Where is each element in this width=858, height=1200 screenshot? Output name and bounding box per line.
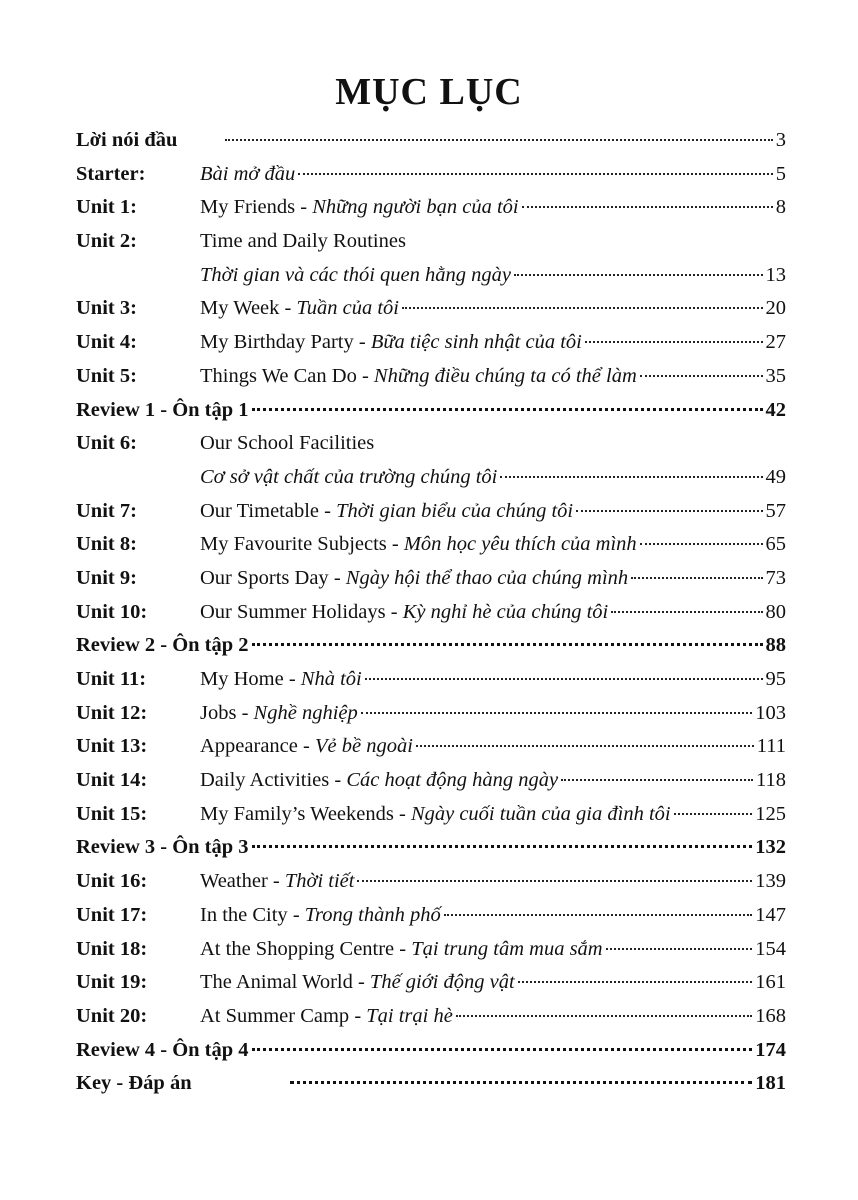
toc-entry xyxy=(200,1000,786,1034)
dot-leader xyxy=(611,611,762,613)
dot-leader xyxy=(298,173,773,175)
page-number: 168 xyxy=(755,1004,786,1027)
dot-leader xyxy=(252,1048,753,1051)
toc-row-unit xyxy=(76,1000,786,1034)
toc-entry xyxy=(200,764,786,798)
dot-leader xyxy=(416,745,754,747)
english-title: The Animal World xyxy=(200,971,353,994)
english-title: Things We Can Do xyxy=(200,364,357,387)
toc-row-unit xyxy=(76,326,786,360)
page-number: 57 xyxy=(765,499,786,522)
toc-entry xyxy=(76,394,786,428)
dot-leader xyxy=(252,408,763,411)
english-title: Daily Activities xyxy=(200,769,330,792)
toc-row-unit xyxy=(76,899,786,933)
toc-label: Unit 7: xyxy=(76,499,137,522)
toc-row-unit xyxy=(76,225,786,259)
title-separator: - xyxy=(394,937,412,960)
title-separator: - xyxy=(349,1004,367,1027)
toc-label: Unit 18: xyxy=(76,937,148,960)
vietnamese-title: Cơ sở vật chất của trường chúng tôi xyxy=(200,465,498,488)
vietnamese-title: Trong thành phố xyxy=(304,903,441,926)
dot-leader xyxy=(444,914,753,916)
toc-label: Unit 1: xyxy=(76,196,137,219)
vietnamese-title: Nghề nghiệp xyxy=(253,701,358,724)
toc-row-unit xyxy=(76,730,786,764)
toc-entry xyxy=(76,1034,786,1068)
title-separator: - xyxy=(393,802,411,825)
table-of-contents xyxy=(76,124,786,1101)
toc-row-unit xyxy=(76,663,786,697)
vietnamese-title: Thời tiết xyxy=(284,870,355,893)
title-separator: - xyxy=(267,870,285,893)
toc-row-key xyxy=(76,1067,786,1101)
page-number: 125 xyxy=(755,802,786,825)
review-title: Review 4 - Ôn tập 4 xyxy=(76,1038,249,1061)
dot-leader xyxy=(365,678,763,680)
english-title: My Friends xyxy=(200,196,296,219)
toc-row-unit-continued xyxy=(76,259,786,293)
toc-entry xyxy=(200,158,786,192)
toc-entry xyxy=(200,798,786,832)
vietnamese-title: Tại trại hè xyxy=(366,1004,453,1027)
toc-label: Unit 6: xyxy=(76,432,137,455)
english-title: Appearance xyxy=(200,735,298,758)
page-number: 147 xyxy=(755,903,786,926)
english-title: At Summer Camp xyxy=(200,1004,350,1027)
toc-row-unit xyxy=(76,764,786,798)
toc-row-unit xyxy=(76,966,786,1000)
title-separator: - xyxy=(328,566,346,589)
toc-entry xyxy=(200,225,786,259)
dot-leader xyxy=(585,341,763,343)
dot-leader xyxy=(561,779,753,781)
title-separator: - xyxy=(279,297,297,320)
toc-entry xyxy=(200,495,786,529)
toc-entry xyxy=(200,730,786,764)
toc-entry xyxy=(200,461,786,495)
vietnamese-title: Các hoạt động hàng ngày xyxy=(346,769,559,792)
vietnamese-title: Thời gian và các thói quen hằng ngày xyxy=(200,263,511,286)
toc-label: Unit 2: xyxy=(76,230,137,253)
dot-leader xyxy=(252,643,763,646)
dot-leader xyxy=(500,476,762,478)
toc-row-unit xyxy=(76,292,786,326)
review-title: Review 3 - Ôn tập 3 xyxy=(76,836,249,859)
toc-row-unit xyxy=(76,933,786,967)
english-title: In the City xyxy=(200,903,288,926)
title-separator: - xyxy=(283,668,301,690)
vietnamese-title: Môn học yêu thích của mình xyxy=(403,533,637,556)
english-title: My Home xyxy=(200,668,284,690)
title-separator: - xyxy=(297,735,315,758)
page-number: 132 xyxy=(755,836,786,859)
dot-leader xyxy=(674,813,753,815)
toc-entry xyxy=(200,663,786,697)
toc-label: Unit 3: xyxy=(76,297,137,320)
dot-leader xyxy=(357,880,752,882)
dot-leader xyxy=(402,307,763,309)
toc-label: Starter: xyxy=(76,162,146,185)
vietnamese-title: Thời gian biểu của chúng tôi xyxy=(336,499,574,522)
vietnamese-title: Kỳ nghỉ hè của chúng tôi xyxy=(402,600,609,623)
dot-leader xyxy=(606,948,753,950)
toc-entry xyxy=(200,360,786,394)
title-separator: - xyxy=(356,364,374,387)
page-number: 27 xyxy=(765,331,786,354)
title-separator: - xyxy=(319,499,337,522)
toc-entry xyxy=(200,191,786,225)
toc-label: Unit 11: xyxy=(76,668,147,690)
title-separator: - xyxy=(386,533,404,556)
toc-entry xyxy=(287,1067,786,1101)
english-title: My Favourite Subjects xyxy=(200,533,387,556)
page-number: 118 xyxy=(756,769,786,792)
page-number: 42 xyxy=(765,398,786,421)
english-title: Time and Daily Routines xyxy=(200,230,406,253)
toc-label: Unit 19: xyxy=(76,971,148,994)
english-title: Our School Facilities xyxy=(200,432,375,455)
page-number: 103 xyxy=(755,701,786,724)
toc-label: Unit 16: xyxy=(76,870,148,893)
toc-entry xyxy=(200,596,786,630)
toc-entry xyxy=(200,899,786,933)
title-separator: - xyxy=(236,701,254,724)
english-title: At the Shopping Centre xyxy=(200,937,395,960)
page-number: 73 xyxy=(765,566,786,589)
title-separator: - xyxy=(287,903,305,926)
english-title: My Birthday Party xyxy=(200,331,354,354)
toc-row-unit xyxy=(76,158,786,192)
vietnamese-title: Tại trung tâm mua sắm xyxy=(411,937,603,960)
english-title: My Family’s Weekends xyxy=(200,802,394,825)
dot-leader xyxy=(361,712,753,714)
toc-label: Unit 8: xyxy=(76,533,137,556)
toc-entry xyxy=(200,865,786,899)
toc-entry xyxy=(200,259,786,293)
toc-label: Unit 12: xyxy=(76,701,148,724)
english-title: Our Timetable xyxy=(200,499,320,522)
dot-leader xyxy=(640,543,763,545)
toc-row-unit xyxy=(76,191,786,225)
toc-label: Unit 17: xyxy=(76,903,148,926)
dot-leader xyxy=(522,206,773,208)
vietnamese-title: Nhà tôi xyxy=(300,668,362,690)
dot-leader xyxy=(252,845,753,848)
title-separator: - xyxy=(353,331,371,354)
toc-row-unit xyxy=(76,528,786,562)
toc-row-unit xyxy=(76,360,786,394)
toc-label: Unit 10: xyxy=(76,600,148,623)
dot-leader xyxy=(518,981,753,983)
vietnamese-title: Những người bạn của tôi xyxy=(312,196,519,219)
vietnamese-title: Vẻ bề ngoài xyxy=(314,735,413,758)
page-number: 161 xyxy=(755,971,786,994)
dot-leader xyxy=(290,1081,752,1084)
toc-label: Lời nói đầu xyxy=(76,129,178,151)
toc-label: Unit 9: xyxy=(76,566,137,589)
title-separator: - xyxy=(329,769,347,792)
toc-label: Key - Đáp án xyxy=(76,1072,192,1095)
toc-entry xyxy=(200,966,786,1000)
toc-row-review xyxy=(76,831,786,865)
toc-row-intro xyxy=(76,124,786,158)
toc-label: Unit 15: xyxy=(76,802,148,825)
page-title: MỤC LỤC xyxy=(335,71,523,113)
page-number: 181 xyxy=(755,1072,786,1095)
dot-leader xyxy=(456,1015,752,1017)
page-number: 80 xyxy=(765,600,786,623)
toc-label: Unit 14: xyxy=(76,769,148,792)
vietnamese-title: Bài mở đầu xyxy=(200,162,296,185)
page-number: 20 xyxy=(765,297,786,320)
toc-entry xyxy=(222,124,786,158)
toc-row-unit xyxy=(76,697,786,731)
vietnamese-title: Thế giới động vật xyxy=(369,971,515,994)
toc-row-review xyxy=(76,629,786,663)
dot-leader xyxy=(514,274,763,276)
toc-label: Unit 13: xyxy=(76,735,148,758)
toc-row-unit xyxy=(76,798,786,832)
title-separator: - xyxy=(385,600,403,623)
vietnamese-title: Những điều chúng ta có thể làm xyxy=(373,364,637,387)
toc-entry xyxy=(76,831,786,865)
vietnamese-title: Tuần của tôi xyxy=(296,297,399,320)
dot-leader xyxy=(631,577,762,579)
dot-leader xyxy=(576,510,762,512)
vietnamese-title: Ngày hội thể thao của chúng mình xyxy=(345,566,629,589)
toc-entry xyxy=(200,292,786,326)
page-number: 35 xyxy=(765,364,786,387)
title-separator: - xyxy=(352,971,370,994)
english-title: My Week xyxy=(200,297,280,320)
toc-row-unit xyxy=(76,495,786,529)
page-number: 139 xyxy=(755,870,786,893)
english-title: Our Sports Day xyxy=(200,566,329,589)
vietnamese-title: Bữa tiệc sinh nhật của tôi xyxy=(370,331,582,354)
toc-row-review xyxy=(76,1034,786,1068)
page-number: 49 xyxy=(765,465,786,488)
toc-entry xyxy=(200,528,786,562)
toc-label: Unit 5: xyxy=(76,364,137,387)
toc-label: Unit 20: xyxy=(76,1004,148,1027)
review-title: Review 1 - Ôn tập 1 xyxy=(76,398,249,421)
english-title: Jobs xyxy=(200,701,237,724)
page-number: 65 xyxy=(765,533,786,556)
review-title: Review 2 - Ôn tập 2 xyxy=(76,634,249,657)
toc-row-unit xyxy=(76,596,786,630)
page-number: 174 xyxy=(755,1038,786,1061)
toc-row-unit xyxy=(76,427,786,461)
toc-entry xyxy=(200,697,786,731)
title-separator: - xyxy=(295,196,313,219)
toc-entry xyxy=(76,629,786,663)
english-title: Weather xyxy=(200,870,268,893)
page-number: 95 xyxy=(765,668,786,690)
vietnamese-title: Ngày cuối tuần của gia đình tôi xyxy=(410,802,671,825)
dot-leader xyxy=(640,375,763,377)
page-number: 5 xyxy=(775,162,786,185)
toc-row-unit xyxy=(76,865,786,899)
toc-entry xyxy=(200,427,786,461)
toc-entry xyxy=(200,326,786,360)
toc-label: Unit 4: xyxy=(76,331,137,354)
page-number: 154 xyxy=(755,937,786,960)
page-number: 111 xyxy=(756,735,786,758)
english-title: Our Summer Holidays xyxy=(200,600,386,623)
page-number: 3 xyxy=(775,129,786,151)
page-number: 8 xyxy=(775,196,786,219)
toc-row-unit-continued xyxy=(76,461,786,495)
toc-row-unit xyxy=(76,562,786,596)
page-number: 13 xyxy=(765,263,786,286)
page-number: 88 xyxy=(765,634,786,657)
toc-row-review xyxy=(76,394,786,428)
toc-entry xyxy=(200,562,786,596)
toc-entry xyxy=(200,933,786,967)
dot-leader xyxy=(225,139,773,141)
